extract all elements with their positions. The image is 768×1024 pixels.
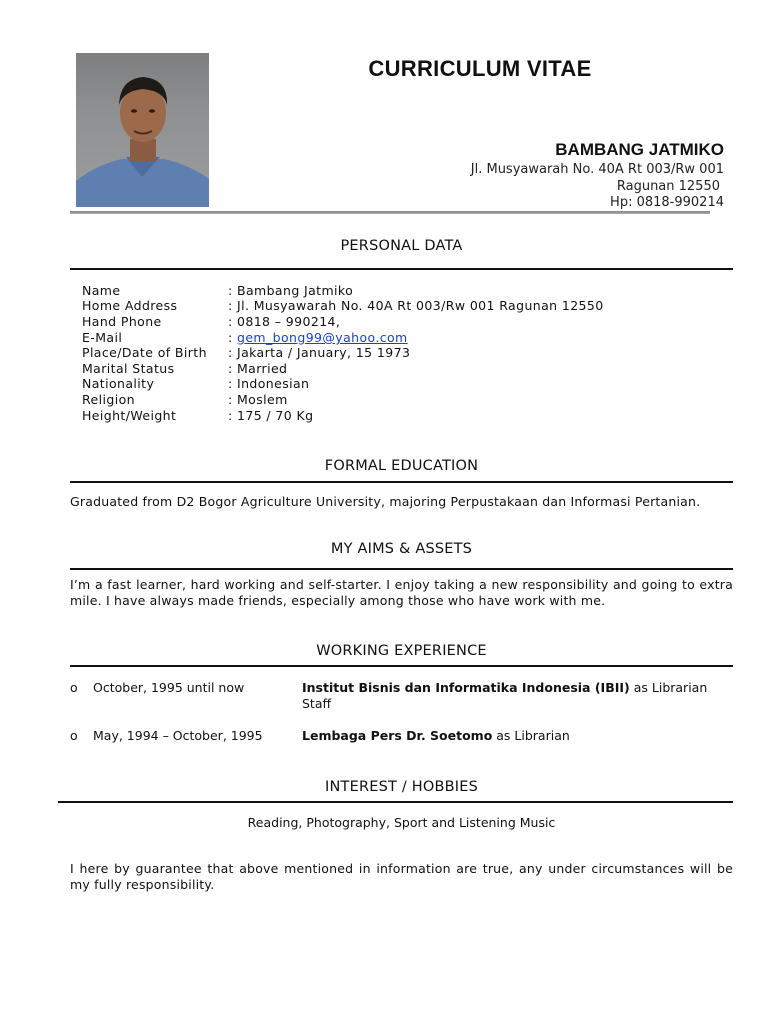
- experience-org: Institut Bisnis dan Informatika Indonesia (IBII): [302, 680, 630, 695]
- field-label: Name: [82, 283, 121, 298]
- field-value: [228, 330, 408, 346]
- experience-role: as Librarian: [492, 728, 570, 743]
- document-title: CURRICULUM VITAE: [368, 56, 592, 81]
- email-link[interactable]: gem_bong99@yahoo.com: [237, 330, 408, 345]
- applicant-name: BAMBANG JATMIKO: [555, 140, 724, 159]
- field-value: : 0818 – 990214,: [228, 314, 341, 329]
- aims-text: I’m a fast learner, hard working and self-starter. I enjoy taking a new responsibility and going to extra mile. I have always made friends, especially among those who have work with me.: [70, 577, 733, 608]
- aims-heading: MY AIMS & ASSETS: [330, 541, 473, 557]
- education-text: Graduated from D2 Bogor Agriculture University, majoring Perpustakaan dan Informasi Pertanian.: [70, 494, 701, 509]
- section-divider: [70, 665, 733, 667]
- field-value: : Moslem: [228, 392, 288, 407]
- section-divider: [70, 568, 733, 570]
- header-divider: [70, 211, 710, 214]
- section-divider: [70, 268, 733, 270]
- education-heading: FORMAL EDUCATION: [324, 458, 479, 474]
- hobbies-heading: INTEREST / HOBBIES: [325, 779, 478, 795]
- personal-data-heading: PERSONAL DATA: [340, 238, 463, 254]
- field-label: Place/Date of Birth: [82, 345, 207, 360]
- phone-line: Hp: 0818-990214: [610, 195, 724, 210]
- experience-heading: WORKING EXPERIENCE: [316, 643, 487, 659]
- bullet-icon: o: [70, 728, 78, 743]
- bullet-icon: o: [70, 680, 78, 695]
- field-value: : Jakarta / January, 15 1973: [228, 345, 411, 360]
- email-prefix: :: [228, 330, 237, 345]
- address-line-2: Ragunan 12550: [616, 179, 720, 194]
- field-label: Home Address: [82, 298, 178, 313]
- section-divider: [70, 481, 733, 483]
- field-value: : Married: [228, 361, 288, 376]
- experience-desc: [302, 680, 722, 712]
- profile-photo: [76, 53, 209, 207]
- field-label: Nationality: [82, 376, 155, 391]
- field-value: : Bambang Jatmiko: [228, 283, 354, 298]
- field-value: : Jl. Musyawarah No. 40A Rt 003/Rw 001 Ragunan 12550: [228, 298, 604, 313]
- field-label: Height/Weight: [82, 408, 177, 423]
- field-label: Hand Phone: [82, 314, 162, 329]
- person-portrait-icon: [76, 53, 209, 207]
- address-line-1: Jl. Musyawarah No. 40A Rt 003/Rw 001: [470, 162, 724, 177]
- field-label: E-Mail: [82, 330, 123, 345]
- field-label: Religion: [82, 392, 135, 407]
- field-value: : 175 / 70 Kg: [228, 408, 314, 423]
- experience-date: May, 1994 – October, 1995: [93, 728, 263, 743]
- experience-date: October, 1995 until now: [93, 680, 245, 695]
- experience-desc: [302, 728, 722, 744]
- field-label: Marital Status: [82, 361, 175, 376]
- experience-org: Lembaga Pers Dr. Soetomo: [302, 728, 493, 743]
- declaration-text: I here by guarantee that above mentioned in information are true, any under circumstances will be my fully responsibility.: [70, 861, 733, 892]
- hobbies-text: Reading, Photography, Sport and Listening Music: [247, 815, 556, 830]
- experience-role: as Librarian Staff: [302, 680, 708, 711]
- field-value: : Indonesian: [228, 376, 310, 391]
- section-divider: [58, 801, 733, 803]
